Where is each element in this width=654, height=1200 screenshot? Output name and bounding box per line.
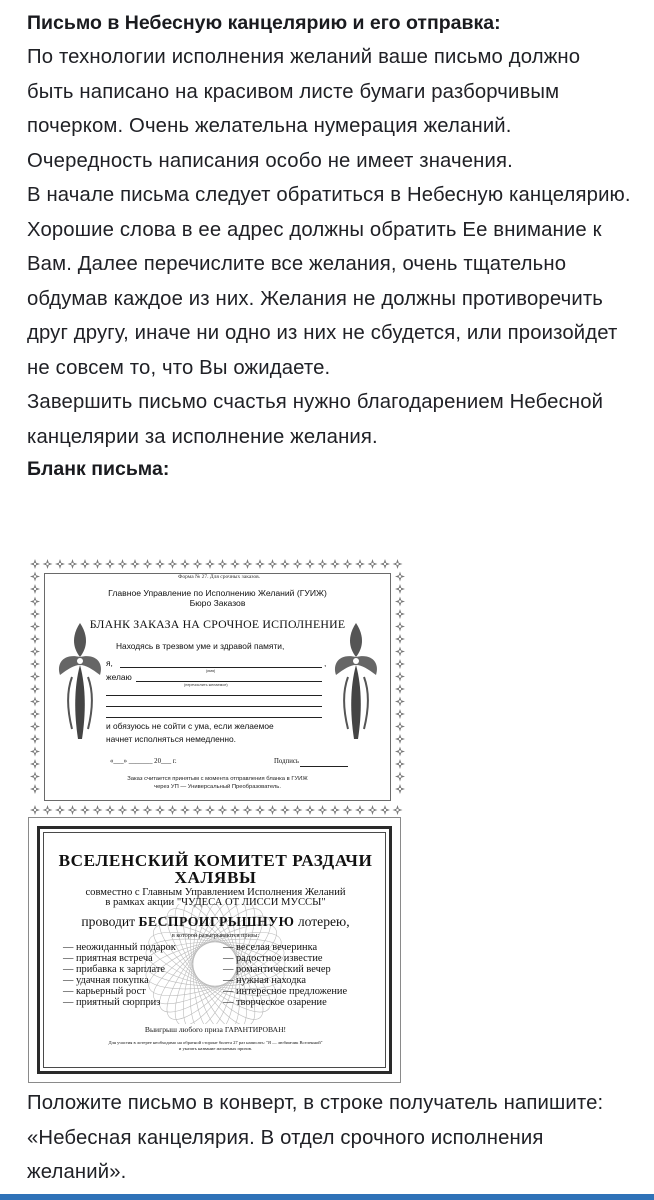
border-star	[30, 805, 40, 815]
border-star	[30, 572, 40, 582]
border-star	[43, 559, 53, 569]
border-star	[280, 805, 290, 815]
border-star	[268, 559, 278, 569]
border-star	[293, 559, 303, 569]
border-star	[193, 559, 203, 569]
article	[27, 6, 631, 484]
lottery-line	[29, 914, 402, 930]
border-star	[395, 722, 405, 732]
border-star	[80, 559, 90, 569]
prize-item: — удачная покупка	[63, 975, 149, 986]
lottery-post: лотерею,	[297, 914, 350, 929]
border-star	[395, 572, 405, 582]
border-star	[368, 559, 378, 569]
border-star	[355, 805, 365, 815]
border-star	[68, 805, 78, 815]
border-star	[243, 559, 253, 569]
prize-item: — прибавка к зарплате	[63, 964, 166, 975]
border-star	[180, 559, 190, 569]
border-star	[255, 805, 265, 815]
border-star	[130, 805, 140, 815]
border-star	[118, 805, 128, 815]
border-star	[330, 805, 340, 815]
ticket-title: ХАЛЯВЫ	[174, 868, 257, 887]
border-star	[395, 709, 405, 719]
guarantee-line: Выигрыш любого приза ГАРАНТИРОВАН!	[144, 1025, 287, 1034]
border-star	[395, 659, 405, 669]
ticket-subtitle: в рамках акции "ЧУДЕСА ОТ ЛИССИ МУССЫ"	[105, 897, 326, 908]
left-ornament	[52, 617, 108, 745]
border-star	[218, 559, 228, 569]
border-star	[268, 805, 278, 815]
border-star	[30, 722, 40, 732]
ticket-title: ВСЕЛЕНСКИЙ КОМИТЕТ РАЗДАЧИ	[58, 851, 373, 870]
border-star	[293, 805, 303, 815]
border-star	[395, 759, 405, 769]
border-star	[30, 634, 40, 644]
prize-item: — творческое озарение	[223, 997, 327, 1008]
border-star	[380, 559, 390, 569]
org-name: Главное Управление по Исполнению Желаний (ГУИЖ)	[108, 588, 327, 598]
border-star	[393, 805, 403, 815]
label-i: я,	[106, 658, 113, 668]
border-star	[395, 747, 405, 757]
ticket-subtitle: совместно с Главным Управлением Исполнения Желаний	[85, 887, 346, 898]
border-star	[318, 805, 328, 815]
border-star	[205, 805, 215, 815]
border-star	[395, 672, 405, 682]
border-star	[30, 684, 40, 694]
border-star	[393, 559, 403, 569]
border-star	[280, 559, 290, 569]
border-star	[395, 697, 405, 707]
border-star	[30, 709, 40, 719]
section-heading: Письмо в Небесную канцелярию и его отправка:	[27, 12, 501, 34]
promise-line-1: и обязуюсь не сойти с ума, если желаемое	[106, 721, 274, 731]
form-footer: Заказ считается принятым с момента отправления бланка в ГУИЖ	[127, 776, 308, 782]
border-star	[30, 559, 40, 569]
wish-rule	[106, 695, 322, 696]
signature-label: Подпись	[274, 758, 299, 765]
prize-item: — интересное предложение	[223, 986, 348, 997]
border-star	[355, 559, 365, 569]
border-star	[130, 559, 140, 569]
prize-item: — карьерный рост	[63, 986, 146, 997]
border-star	[105, 805, 115, 815]
order-form-image	[28, 557, 407, 817]
border-star	[343, 805, 353, 815]
border-star	[330, 559, 340, 569]
border-star	[155, 805, 165, 815]
border-star	[368, 805, 378, 815]
border-star	[43, 805, 53, 815]
wish-rule	[106, 706, 322, 707]
border-star	[155, 559, 165, 569]
wish-rule	[106, 717, 322, 718]
border-star	[93, 559, 103, 569]
border-star	[30, 672, 40, 682]
form-title: БЛАНК ЗАКАЗА НА СРОЧНОЕ ИСПОЛНЕНИЕ	[89, 617, 346, 631]
border-star	[118, 559, 128, 569]
border-star	[30, 647, 40, 657]
border-star	[93, 805, 103, 815]
form-number: Форма № 27. Для срочных заказов.	[178, 574, 261, 580]
ticket-footer: Для участия в лотерее необходимо на обратной стороне билета 27 раз написать: "Я — любимчик Вселенной"	[108, 1040, 323, 1045]
paragraph: Завершить письмо счастья нужно благодарением Небесной канцелярии за исполнение желания.	[27, 391, 604, 448]
org-department: Бюро Заказов	[189, 598, 246, 608]
prize-item: — веселая вечеринка	[223, 942, 318, 953]
border-star	[395, 734, 405, 744]
prize-item: — нужная находка	[223, 975, 306, 986]
lottery-ticket-image	[28, 817, 401, 1083]
border-star	[230, 559, 240, 569]
paragraph: По технологии исполнения желаний ваше письмо должно быть написано на красивом листе бумаги разборчивым почерком. Очень желательна нумерация желаний. Очередность написания особо не имеет значения.	[27, 46, 581, 172]
form-heading: Бланк письма:	[27, 458, 170, 480]
lottery-bold: БЕСПРОИГРЫШНУЮ	[138, 914, 295, 929]
border-star	[105, 559, 115, 569]
border-star	[218, 805, 228, 815]
prize-item: — романтический вечер	[223, 964, 331, 975]
border-star	[193, 805, 203, 815]
border-star	[255, 559, 265, 569]
prize-item: — приятный сюрприз	[63, 997, 161, 1008]
border-star	[30, 734, 40, 744]
border-star	[30, 759, 40, 769]
prize-item: — приятная встреча	[63, 953, 153, 964]
border-star	[230, 805, 240, 815]
wish-rule	[136, 681, 322, 682]
right-ornament	[328, 617, 384, 745]
name-rule	[120, 667, 322, 668]
final-paragraph: Положите письмо в конверт, в строке получатель напишите: «Небесная канцелярия. В отдел срочного исполнения желаний».	[27, 1092, 604, 1183]
signature-rule	[300, 766, 348, 767]
name-caption: (имя)	[206, 669, 216, 673]
memory-line: Находясь в трезвом уме и здравой памяти,	[116, 641, 285, 651]
ticket-footer: и указать название желаемых призов.	[178, 1046, 253, 1051]
border-star	[168, 559, 178, 569]
border-star	[143, 805, 153, 815]
border-star	[318, 559, 328, 569]
border-star	[395, 647, 405, 657]
border-star	[68, 559, 78, 569]
label-wish: желаю	[106, 672, 132, 682]
prize-item: — радостное известие	[223, 953, 323, 964]
prize-item: — неожиданный подарок	[63, 942, 176, 953]
prizes-intro: в которой разыгрываются призы:	[171, 932, 260, 939]
border-star	[243, 805, 253, 815]
comma: ,	[324, 658, 327, 668]
paragraph: В начале письма следует обратиться в Небесную канцелярию. Хорошие слова в ее адрес должны обратить Ее внимание к Вам. Далее перечислите все желания, очень тщательно обдумав каждое из них. Желания не должны противоречить друг другу, иначе ни одно из них не сбудется, или произойдет не совсем то, что Вы ожидаете.	[27, 184, 631, 379]
border-star	[55, 805, 65, 815]
border-star	[168, 805, 178, 815]
border-star	[305, 559, 315, 569]
lottery-pre: проводит	[81, 914, 136, 929]
border-star	[380, 805, 390, 815]
border-star	[305, 805, 315, 815]
border-star	[180, 805, 190, 815]
border-star	[395, 684, 405, 694]
border-star	[143, 559, 153, 569]
border-star	[30, 697, 40, 707]
border-star	[55, 559, 65, 569]
border-star	[30, 747, 40, 757]
date-field: «___» _______ 20___ г.	[110, 758, 177, 765]
promise-line-2: начнет исполняться немедленно.	[106, 734, 236, 744]
border-star	[80, 805, 90, 815]
form-footer: через УП — Универсальный Преобразователь.	[154, 784, 281, 790]
border-star	[395, 634, 405, 644]
bottom-accent-bar	[0, 1194, 654, 1200]
border-star	[343, 559, 353, 569]
wish-caption: (перечислить желаемое)	[184, 683, 228, 687]
border-star	[205, 559, 215, 569]
border-star	[30, 659, 40, 669]
